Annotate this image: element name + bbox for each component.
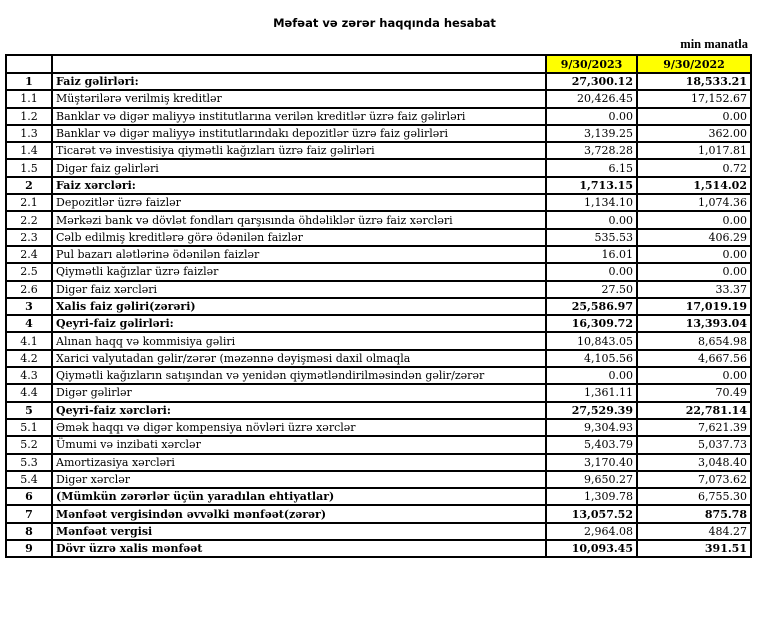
row-value-2023: 16.01 — [546, 246, 637, 263]
row-value-2023: 27,300.12 — [546, 73, 637, 90]
table-row — [6, 471, 751, 488]
table-row — [6, 159, 751, 176]
table-row — [6, 419, 751, 436]
row-number: 4 — [6, 315, 52, 332]
row-number: 1 — [6, 73, 52, 90]
header-period-2023: 9/30/2023 — [546, 55, 637, 73]
row-value-2022: 0.72 — [637, 159, 751, 176]
row-number: 3 — [6, 298, 52, 315]
row-number: 1.4 — [6, 142, 52, 159]
row-value-2023: 1,361.11 — [546, 384, 637, 401]
row-number: 4.4 — [6, 384, 52, 401]
row-value-2022: 7,621.39 — [637, 419, 751, 436]
row-label: Alınan haqq və kommisiya gəliri — [52, 332, 546, 349]
table-row — [6, 142, 751, 159]
row-value-2022: 0.00 — [637, 211, 751, 228]
unit-label: min manatla — [680, 37, 748, 51]
row-number: 7 — [6, 505, 52, 522]
row-number: 5.2 — [6, 436, 52, 453]
row-number: 9 — [6, 540, 52, 557]
table-row — [6, 229, 751, 246]
row-value-2023: 10,843.05 — [546, 332, 637, 349]
row-label: Xarici valyutadan gəlir/zərər (məzənnə dəyişməsi daxil olmaqla — [52, 350, 546, 367]
row-number: 6 — [6, 488, 52, 505]
table-row — [6, 90, 751, 107]
row-value-2022: 0.00 — [637, 367, 751, 384]
row-label: Ticarət və investisiya qiymətli kağızları üzrə faiz gəlirləri — [52, 142, 546, 159]
table-row — [6, 540, 751, 557]
row-value-2023: 2,964.08 — [546, 523, 637, 540]
row-label: Pul bazarı alətlərinə ödənilən faizlər — [52, 246, 546, 263]
row-value-2022: 1,074.36 — [637, 194, 751, 211]
row-value-2023: 10,093.45 — [546, 540, 637, 557]
row-label: Digər faiz xərcləri — [52, 281, 546, 298]
row-label: Mənfəət vergisi — [52, 523, 546, 540]
table-header-row — [6, 55, 751, 73]
row-number: 2.5 — [6, 263, 52, 280]
table-row — [6, 263, 751, 280]
row-value-2022: 0.00 — [637, 246, 751, 263]
table-row — [6, 436, 751, 453]
row-label: Qiymətli kağızların satışından və yenidən qiymətləndirilməsindən gəlir/zərər — [52, 367, 546, 384]
row-value-2023: 9,304.93 — [546, 419, 637, 436]
row-value-2022: 17,019.19 — [637, 298, 751, 315]
row-value-2022: 391.51 — [637, 540, 751, 557]
row-value-2022: 13,393.04 — [637, 315, 751, 332]
row-value-2022: 0.00 — [637, 263, 751, 280]
row-value-2022: 8,654.98 — [637, 332, 751, 349]
row-value-2023: 27.50 — [546, 281, 637, 298]
row-label: Digər gəlirlər — [52, 384, 546, 401]
row-value-2022: 18,533.21 — [637, 73, 751, 90]
row-value-2023: 535.53 — [546, 229, 637, 246]
row-label: Digər faiz gəlirləri — [52, 159, 546, 176]
row-number: 4.2 — [6, 350, 52, 367]
row-value-2022: 4,667.56 — [637, 350, 751, 367]
header-label-cell — [52, 55, 546, 73]
row-number: 2.6 — [6, 281, 52, 298]
row-number: 4.3 — [6, 367, 52, 384]
row-number: 5.3 — [6, 454, 52, 471]
row-label: Faiz gəlirləri: — [52, 73, 546, 90]
table-row — [6, 454, 751, 471]
row-label: Qeyri-faiz xərcləri: — [52, 402, 546, 419]
row-value-2023: 25,586.97 — [546, 298, 637, 315]
row-label: Cəlb edilmiş kreditlərə görə ödənilən faizlər — [52, 229, 546, 246]
row-label: (Mümkün zərərlər üçün yaradılan ehtiyatlar) — [52, 488, 546, 505]
table-row — [6, 402, 751, 419]
row-label: Amortizasiya xərcləri — [52, 454, 546, 471]
row-number: 1.2 — [6, 108, 52, 125]
row-label: Faiz xərcləri: — [52, 177, 546, 194]
table-row — [6, 298, 751, 315]
row-value-2022: 5,037.73 — [637, 436, 751, 453]
row-label: Banklar və digər maliyyə institutlarındakı depozitlər üzrə faiz gəlirləri — [52, 125, 546, 142]
row-label: Müştərilərə verilmiş kreditlər — [52, 90, 546, 107]
table-row — [6, 125, 751, 142]
table-row — [6, 177, 751, 194]
row-value-2022: 362.00 — [637, 125, 751, 142]
row-label: Qeyri-faiz gəlirləri: — [52, 315, 546, 332]
table-row — [6, 211, 751, 228]
table-body — [6, 55, 751, 557]
table-row — [6, 194, 751, 211]
row-value-2023: 0.00 — [546, 108, 637, 125]
row-number: 5.4 — [6, 471, 52, 488]
row-value-2022: 406.29 — [637, 229, 751, 246]
row-number: 2.4 — [6, 246, 52, 263]
row-value-2022: 22,781.14 — [637, 402, 751, 419]
row-value-2023: 13,057.52 — [546, 505, 637, 522]
row-value-2023: 1,309.78 — [546, 488, 637, 505]
row-value-2023: 3,139.25 — [546, 125, 637, 142]
row-label: Xalis faiz gəliri(zərəri) — [52, 298, 546, 315]
row-number: 1.5 — [6, 159, 52, 176]
row-label: Dövr üzrə xalis mənfəət — [52, 540, 546, 557]
table-row — [6, 246, 751, 263]
row-value-2022: 0.00 — [637, 108, 751, 125]
table-row — [6, 505, 751, 522]
row-value-2022: 70.49 — [637, 384, 751, 401]
table-row — [6, 73, 751, 90]
row-value-2023: 3,728.28 — [546, 142, 637, 159]
row-number: 5 — [6, 402, 52, 419]
row-label: Depozitlər üzrə faizlər — [52, 194, 546, 211]
row-label: Qiymətli kağızlar üzrə faizlər — [52, 263, 546, 280]
row-label: Digər xərclər — [52, 471, 546, 488]
row-value-2022: 6,755.30 — [637, 488, 751, 505]
row-value-2023: 1,713.15 — [546, 177, 637, 194]
row-number: 2.3 — [6, 229, 52, 246]
header-no-cell — [6, 55, 52, 73]
row-number: 5.1 — [6, 419, 52, 436]
table-row — [6, 315, 751, 332]
row-value-2023: 16,309.72 — [546, 315, 637, 332]
table-row — [6, 350, 751, 367]
row-value-2022: 33.37 — [637, 281, 751, 298]
row-value-2023: 1,134.10 — [546, 194, 637, 211]
table-row — [6, 332, 751, 349]
row-number: 4.1 — [6, 332, 52, 349]
row-value-2022: 3,048.40 — [637, 454, 751, 471]
table-row — [6, 108, 751, 125]
row-number: 2.1 — [6, 194, 52, 211]
row-value-2023: 20,426.45 — [546, 90, 637, 107]
table-row — [6, 281, 751, 298]
row-value-2023: 4,105.56 — [546, 350, 637, 367]
row-value-2023: 27,529.39 — [546, 402, 637, 419]
row-value-2022: 875.78 — [637, 505, 751, 522]
row-number: 8 — [6, 523, 52, 540]
row-value-2022: 1,017.81 — [637, 142, 751, 159]
row-value-2023: 0.00 — [546, 367, 637, 384]
table-row — [6, 367, 751, 384]
row-label: Əmək haqqı və digər kompensiya növləri üzrə xərclər — [52, 419, 546, 436]
row-value-2022: 1,514.02 — [637, 177, 751, 194]
row-label: Banklar və digər maliyyə institutlarına verilən kreditlər üzrə faiz gəlirləri — [52, 108, 546, 125]
row-value-2022: 484.27 — [637, 523, 751, 540]
row-number: 2 — [6, 177, 52, 194]
row-value-2023: 0.00 — [546, 211, 637, 228]
row-value-2023: 9,650.27 — [546, 471, 637, 488]
row-value-2023: 0.00 — [546, 263, 637, 280]
row-label: Mənfəət vergisindən əvvəlki mənfəət(zərər) — [52, 505, 546, 522]
row-value-2022: 17,152.67 — [637, 90, 751, 107]
table-row — [6, 488, 751, 505]
header-period-2022: 9/30/2022 — [637, 55, 751, 73]
table-row — [6, 384, 751, 401]
row-label: Mərkəzi bank və dövlət fondları qarşısında öhdəliklər üzrə faiz xərcləri — [52, 211, 546, 228]
row-value-2023: 6.15 — [546, 159, 637, 176]
row-number: 1.3 — [6, 125, 52, 142]
report-title: Məfəat və zərər haqqında hesabat — [273, 16, 496, 30]
row-label: Ümumi və inzibati xərclər — [52, 436, 546, 453]
row-number: 1.1 — [6, 90, 52, 107]
table-row — [6, 523, 751, 540]
row-value-2022: 7,073.62 — [637, 471, 751, 488]
row-value-2023: 5,403.79 — [546, 436, 637, 453]
row-value-2023: 3,170.40 — [546, 454, 637, 471]
income-statement-table — [5, 54, 752, 558]
row-number: 2.2 — [6, 211, 52, 228]
